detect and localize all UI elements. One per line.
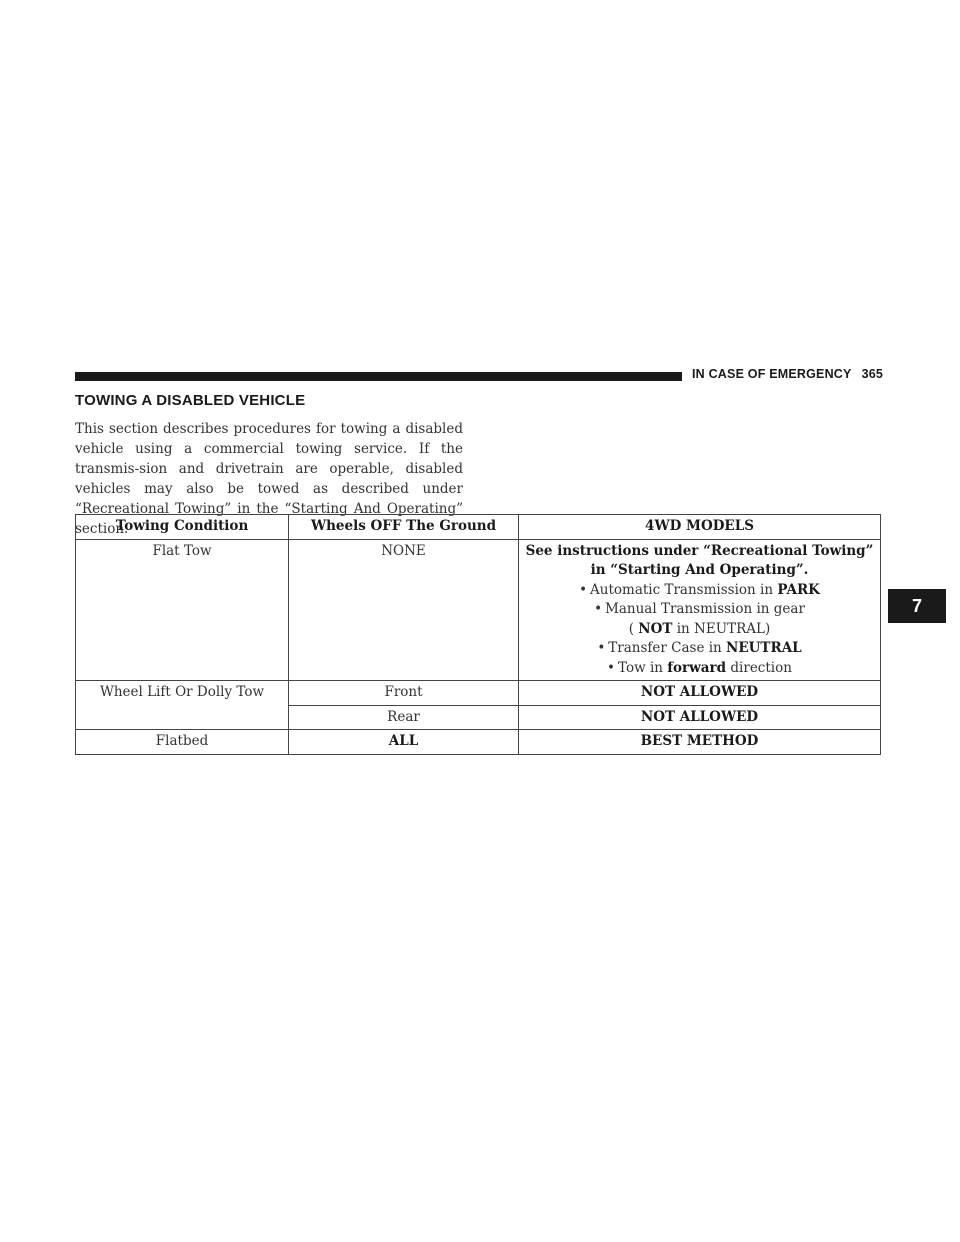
cell-instructions: NOT ALLOWED [519,705,881,730]
header-section: IN CASE OF EMERGENCY [692,367,852,381]
cell-wheels: ALL [289,730,519,755]
bullet-bold: NOT [638,620,673,637]
table-row-flatbed [76,730,881,755]
towing-table [75,514,881,755]
page-number: 365 [861,367,884,381]
running-header [692,367,883,381]
column-header-condition: Towing Condition [76,515,289,540]
cell-instructions [519,539,881,681]
cell-wheels: Front [289,681,519,706]
bullet-text: direction [726,659,792,676]
bullet-text: Transfer Case in [608,640,727,656]
bullet-text: Automatic Transmission in [590,581,778,598]
bullet-item [525,581,874,601]
bullet-item [525,659,874,679]
bullet-text: ( [628,620,639,637]
bullet-text: Tow in [618,659,668,676]
bullet-item [525,639,874,659]
bullet-text: in NEUTRAL) [672,620,771,637]
table-row-flat-tow [76,539,881,681]
cell-instructions: BEST METHOD [519,730,881,755]
cell-condition: Wheel Lift Or Dolly Tow [76,681,289,730]
table-row-wheel-lift-front [76,681,881,706]
bullet-bold: NEUTRAL [726,640,802,656]
header-rule [75,372,682,381]
cell-wheels: NONE [289,539,519,681]
table-header-row [76,515,881,540]
section-title: TOWING A DISABLED VEHICLE [75,392,306,409]
column-header-4wd: 4WD MODELS [519,515,881,540]
bullet-bold: PARK [777,581,820,598]
instructions-note: See instructions under “Recreational Towing” in “Starting And Operating”. [525,542,874,578]
intro-paragraph: This section describes procedures for towing a disabled vehicle using a commercial towing service. If the transmis-sion and drivetrain are operable, disabled vehicles may also be towed as described under “Recreational Towing” in the “Starting And Operating” section. [75,421,463,537]
bullet-continuation [525,620,874,640]
cell-condition: Flatbed [76,730,289,755]
cell-wheels: Rear [289,705,519,730]
cell-instructions: NOT ALLOWED [519,681,881,706]
chapter-tab: 7 [888,589,946,623]
bullet-text: Manual Transmission in gear [605,601,805,617]
bullet-bold: forward [667,659,727,676]
column-header-wheels: Wheels OFF The Ground [289,515,519,540]
cell-condition: Flat Tow [76,539,289,681]
bullet-item [525,600,874,620]
